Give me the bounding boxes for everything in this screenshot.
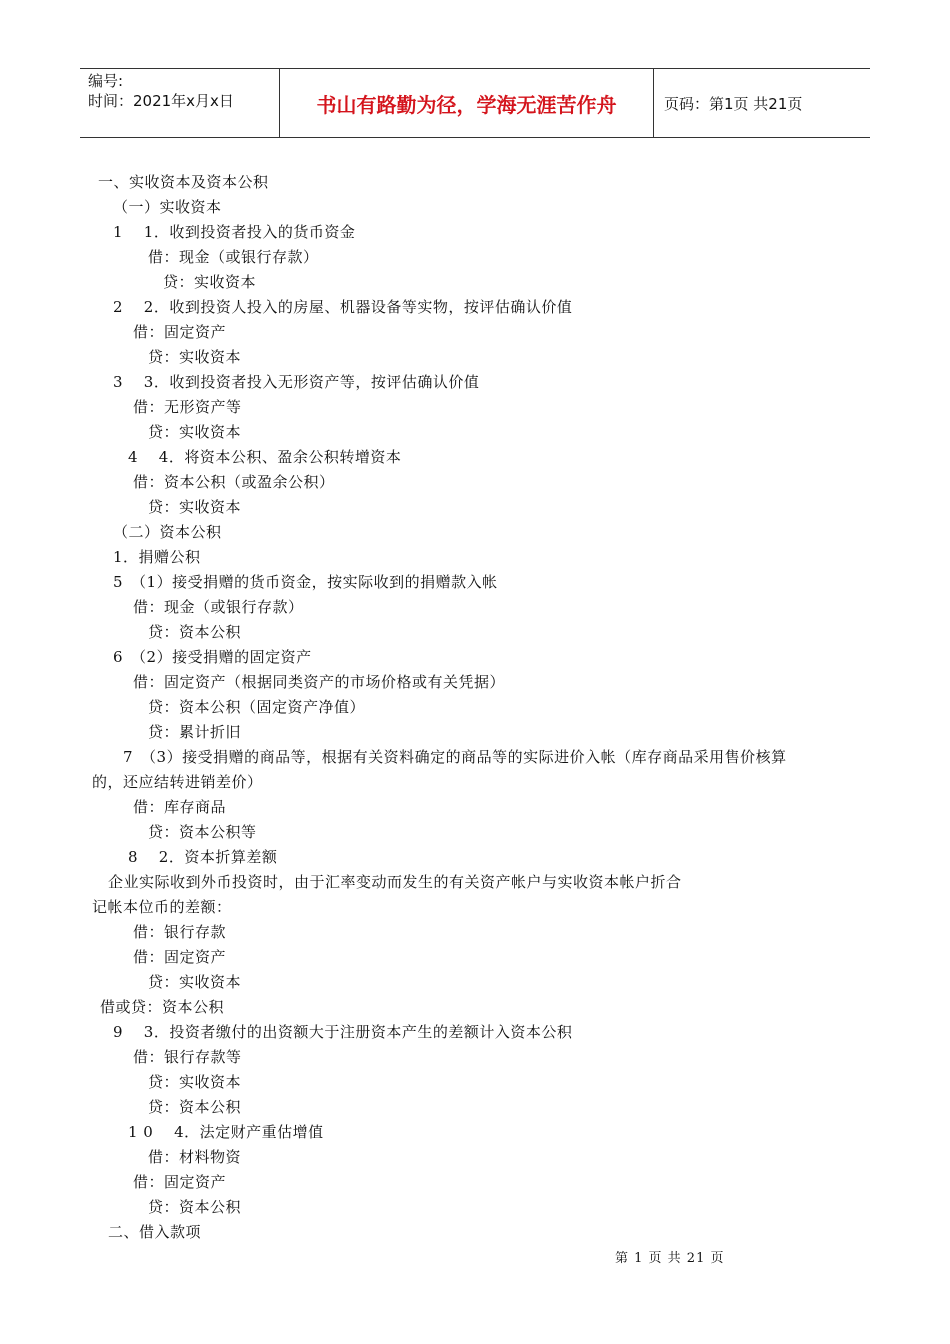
text-line: 借：银行存款	[133, 923, 227, 941]
text-line: 借：固定资产	[133, 948, 227, 966]
text-line: 借：现金（或银行存款）	[148, 248, 319, 266]
text-line: 贷：累计折旧	[148, 723, 242, 741]
text-line: 贷：资本公积	[148, 623, 242, 641]
text-line: 借或贷：资本公积	[100, 998, 225, 1016]
document-number-label: 编号:	[88, 72, 124, 90]
text-line: 借：库存商品	[133, 798, 227, 816]
text-line: 借：资本公积（或盈余公积）	[133, 473, 335, 491]
text-line: 贷：实收资本	[148, 1073, 242, 1091]
text-line: 一、实收资本及资本公积	[98, 173, 269, 191]
page-footer: 第 1 页 共 21 页	[615, 1251, 725, 1266]
page-header	[80, 68, 870, 138]
text-line: 企业实际收到外币投资时，由于汇率变动而发生的有关资产帐户与实收资本帐户折合	[108, 873, 682, 891]
text-line: 借：材料物资	[148, 1148, 242, 1166]
text-line: 6 （2）接受捐赠的固定资产	[113, 648, 312, 666]
text-line: 贷：实收资本	[148, 973, 242, 991]
text-line: 1 1．收到投资者投入的货币资金	[113, 223, 356, 241]
text-line: 借：现金（或银行存款）	[133, 598, 304, 616]
text-line: 1．捐赠公积	[113, 548, 201, 566]
text-line: 借：无形资产等	[133, 398, 242, 416]
document-time-label: 时间：2021年x月x日	[88, 92, 234, 110]
text-line: 贷：资本公积等	[148, 823, 257, 841]
text-line: 贷：实收资本	[148, 348, 242, 366]
text-line: 9 3．投资者缴付的出资额大于注册资本产生的差额计入资本公积	[113, 1023, 573, 1041]
text-line: 的，还应结转进销差价）	[92, 773, 263, 791]
text-line: 贷：资本公积	[148, 1198, 242, 1216]
text-line: 贷：资本公积（固定资产净值）	[148, 698, 366, 716]
text-line: 借：银行存款等	[133, 1048, 242, 1066]
text-line: 借：固定资产（根据同类资产的市场价格或有关凭据）	[133, 673, 506, 691]
text-line: 7 （3）接受捐赠的商品等，根据有关资料确定的商品等的实际进价入帐（库存商品采用售价核算	[123, 748, 787, 766]
text-line: 3 3．收到投资者投入无形资产等，按评估确认价值	[113, 373, 480, 391]
text-line: 借：固定资产	[133, 1173, 227, 1191]
header-motto: 书山有路勤为径，学海无涯苦作舟	[280, 69, 654, 137]
text-line: （一）实收资本	[113, 198, 222, 216]
text-line: 贷：实收资本	[163, 273, 257, 291]
text-line: 1 0 4．法定财产重估增值	[128, 1123, 324, 1141]
header-meta	[80, 69, 280, 137]
text-line: 记帐本位币的差额：	[92, 898, 232, 916]
header-page-info: 页码：第1页 共21页	[664, 94, 803, 113]
text-line: 8 2．资本折算差额	[128, 848, 278, 866]
text-line: 借：固定资产	[133, 323, 227, 341]
text-line: 贷：实收资本	[148, 498, 242, 516]
text-line: 贷：实收资本	[148, 423, 242, 441]
text-line: 4 4．将资本公积、盈余公积转增资本	[128, 448, 402, 466]
text-line: 二、借入款项	[108, 1223, 202, 1241]
text-line: （二）资本公积	[113, 523, 222, 541]
text-line: 5 （1）接受捐赠的货币资金，按实际收到的捐赠款入帐	[113, 573, 498, 591]
text-line: 2 2．收到投资人投入的房屋、机器设备等实物，按评估确认价值	[113, 298, 573, 316]
text-line: 贷：资本公积	[148, 1098, 242, 1116]
